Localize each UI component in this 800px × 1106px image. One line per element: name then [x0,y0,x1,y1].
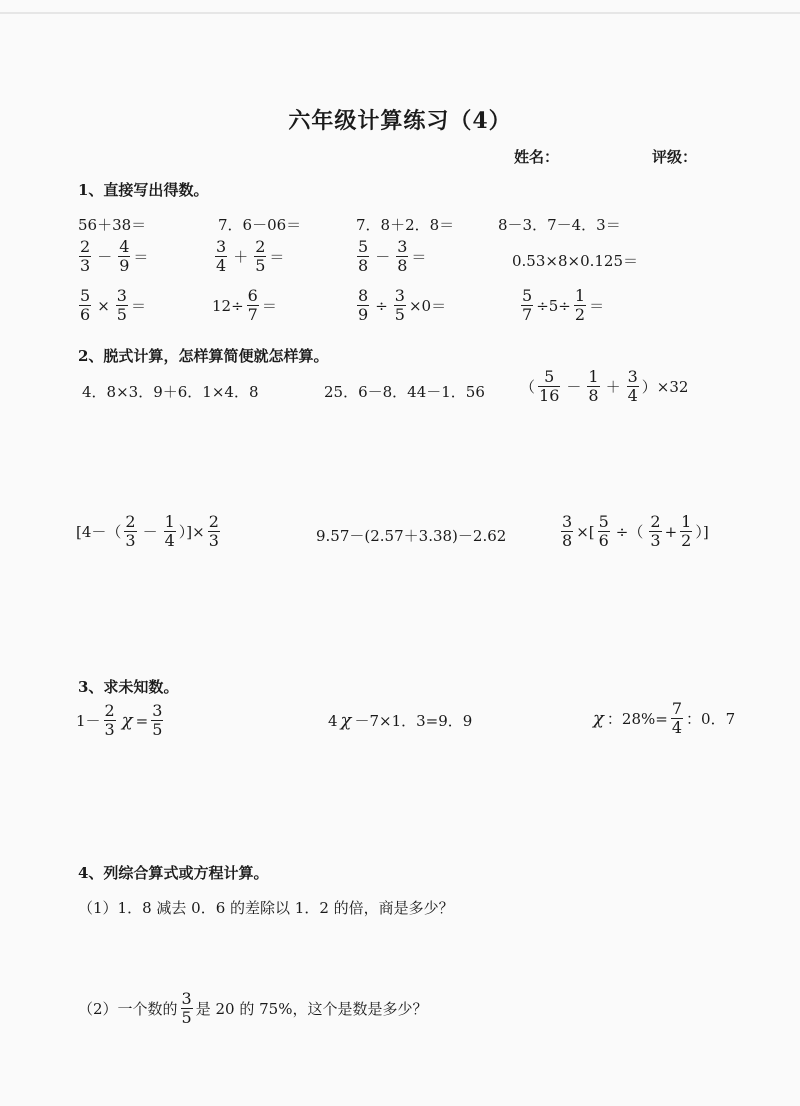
word-problem-2: （2）一个数的 $\frac{3}{5}$ 是 20 的 75%，这个是数是多少？ [78,989,428,1027]
fraction: $\frac{1}{2}$ [574,286,586,324]
equation-3-3: χ ：28%= $\frac{7}{4}$ ：0．7 [593,699,736,737]
section-3-heading: 3、求未知数。 [78,678,179,696]
fraction: $\frac{5}{6}$ [598,512,609,550]
problem-2-5: 9.57－(2.57＋3.38)－2.62 [316,527,507,545]
problem-1-7: $\frac{5}{8}$ － $\frac{3}{8}$ ＝ [358,237,427,275]
grade-label: 评级： [652,148,698,166]
fraction: $\frac{1}{8}$ [588,367,599,405]
problem-1-5: $\frac{2}{3}$ － $\frac{4}{9}$ ＝ [80,237,149,275]
fraction: $\frac{3}{5}$ [116,286,127,324]
equation-3-2: 4 χ －7×1．3=9．9 [328,710,473,731]
equation-3-1: 1－ $\frac{2}{3}$ χ = $\frac{3}{5}$ [76,701,163,739]
fraction: $\frac{4}{9}$ [119,237,130,275]
fraction: $\frac{2}{3}$ [208,512,219,550]
section-1-heading: 1、直接写出得数。 [78,181,209,199]
problem-1-2: 7．6－06＝ [218,216,302,234]
fraction: $\frac{3}{8}$ [562,512,573,550]
fraction: $\frac{2}{5}$ [255,237,266,275]
name-label: 姓名： [514,148,560,166]
problem-1-12: $\frac{5}{7}$ ÷5÷ $\frac{1}{2}$ ＝ [522,286,605,324]
fraction: $\frac{2}{3}$ [104,701,115,739]
fraction: $\frac{8}{9}$ [358,286,369,324]
problem-1-6: $\frac{3}{4}$ ＋ $\frac{2}{5}$ ＝ [216,237,285,275]
section-2-heading: 2、脱式计算，怎样算简便就怎样算。 [78,347,329,365]
fraction: $\frac{3}{5}$ [181,989,192,1027]
problem-1-11: $\frac{8}{9}$ ÷ $\frac{3}{5}$ ×0＝ [358,286,447,324]
problem-1-4: 8－3．7－4．3＝ [498,216,621,234]
section-4-heading: 4、列综合算式或方程计算。 [78,864,269,882]
fraction: $\frac{3}{5}$ [152,701,163,739]
fraction: $\frac{1}{2}$ [681,512,692,550]
fraction: $\frac{5}{8}$ [358,237,369,275]
fraction: $\frac{6}{7}$ [247,286,258,324]
problem-2-4: [4－（ $\frac{2}{3}$ － $\frac{1}{4}$ ）]× $\frac{2}{3}$ [76,512,219,550]
fraction: $\frac{5}{16}$ [539,367,560,405]
fraction: $\frac{5}{6}$ [80,286,91,324]
problem-2-2: 25．6－8．44－1．56 [324,383,485,401]
fraction: $\frac{5}{7}$ [522,286,533,324]
fraction: $\frac{7}{4}$ [671,699,683,737]
fraction: $\frac{2}{3}$ [125,512,136,550]
problem-2-1: 4．8×3．9＋6．1×4．8 [82,383,259,401]
problem-2-3: （ $\frac{5}{16}$ － $\frac{1}{8}$ ＋ $\frac{3}{4}$ ）×32 [520,367,689,405]
fraction: $\frac{3}{8}$ [397,237,408,275]
fraction: $\frac{2}{3}$ [80,237,91,275]
worksheet-title: 六年级计算练习（4） [288,108,512,134]
fraction: $\frac{3}{5}$ [394,286,405,324]
problem-1-10: 12÷ $\frac{6}{7}$ ＝ [212,286,277,324]
problem-1-9: $\frac{5}{6}$ × $\frac{3}{5}$ ＝ [80,286,146,324]
fraction: $\frac{3}{4}$ [216,237,227,275]
problem-1-8: 0.53×8×0.125＝ [512,252,639,270]
fraction: $\frac{1}{4}$ [164,512,175,550]
top-edge-line [0,12,800,14]
fraction: $\frac{2}{3}$ [650,512,661,550]
problem-1-1: 56＋38＝ [78,216,147,234]
problem-1-3: 7．8＋2．8＝ [356,216,455,234]
word-problem-1: （1）1．8 减去 0．6 的差除以 1．2 的倍，商是多少？ [78,899,454,917]
problem-2-6: $\frac{3}{8}$ ×[ $\frac{5}{6}$ ÷（ $\frac{2}{3}$ + $\frac{1}{2}$ ）] [562,512,709,550]
fraction: $\frac{3}{4}$ [627,367,638,405]
